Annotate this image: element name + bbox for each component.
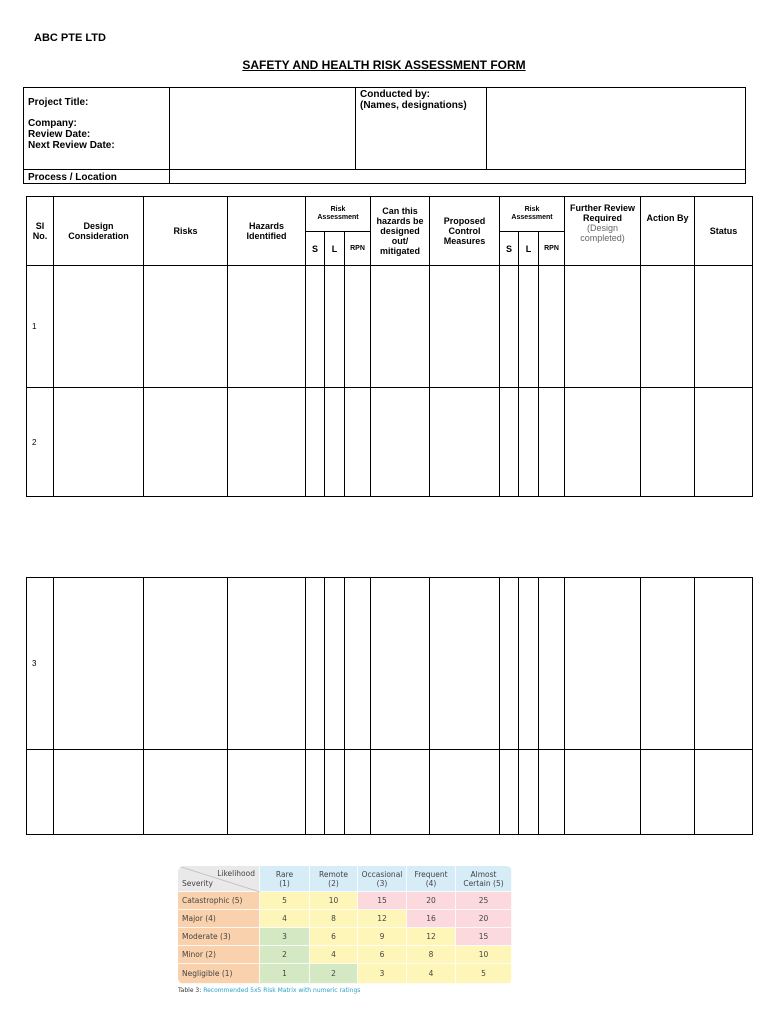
risk-matrix xyxy=(178,866,512,984)
matrix-likelihood-label: Likelihood xyxy=(217,869,255,878)
matrix-severity-header: Major (4) xyxy=(178,910,260,928)
table-cell[interactable] xyxy=(519,266,539,388)
matrix-corner xyxy=(178,866,260,892)
col-risk-assessment: Risk Assessment xyxy=(306,197,371,232)
col-risks: Risks xyxy=(144,197,228,266)
table-cell[interactable] xyxy=(144,388,228,497)
table-cell[interactable] xyxy=(641,578,695,750)
table-row xyxy=(27,578,753,750)
matrix-severity-header: Catastrophic (5) xyxy=(178,892,260,910)
conducted-by-sublabel: (Names, designations) xyxy=(360,100,467,111)
process-location-label: Process / Location xyxy=(24,170,170,184)
table-cell[interactable] xyxy=(695,750,753,835)
table-cell[interactable] xyxy=(500,750,519,835)
matrix-cell: 8 xyxy=(407,946,456,964)
matrix-likelihood-header: Rare (1) xyxy=(260,866,310,892)
table-cell[interactable] xyxy=(695,578,753,750)
project-info-labels xyxy=(24,88,170,170)
matrix-cell: 4 xyxy=(310,946,358,964)
matrix-cell: 20 xyxy=(407,892,456,910)
conducted-by-label: Conducted by: xyxy=(360,89,430,100)
review-date-label: Review Date: xyxy=(28,129,91,140)
matrix-cell: 5 xyxy=(260,892,310,910)
matrix-cell: 15 xyxy=(358,892,407,910)
matrix-likelihood-header: Remote (2) xyxy=(310,866,358,892)
table-cell[interactable] xyxy=(54,750,144,835)
col-residual-s: S xyxy=(500,232,519,266)
matrix-cell: 10 xyxy=(310,892,358,910)
row-number xyxy=(27,750,54,835)
matrix-cell: 4 xyxy=(260,910,310,928)
risk-matrix-caption: Table 3: Recommended 5x5 Risk Matrix with numeric ratings xyxy=(178,987,361,994)
table-cell[interactable] xyxy=(500,578,519,750)
matrix-severity-header: Moderate (3) xyxy=(178,928,260,946)
next-review-date-label: Next Review Date: xyxy=(28,140,115,151)
table-cell[interactable] xyxy=(371,388,430,497)
table-cell[interactable] xyxy=(345,578,371,750)
table-cell[interactable] xyxy=(565,388,641,497)
company-name: ABC PTE LTD xyxy=(34,32,106,44)
matrix-likelihood-header: Frequent (4) xyxy=(407,866,456,892)
table-row xyxy=(27,750,753,835)
table-cell[interactable] xyxy=(565,578,641,750)
table-cell[interactable] xyxy=(306,750,325,835)
matrix-cell: 9 xyxy=(358,928,407,946)
col-residual-l: L xyxy=(519,232,539,266)
table-cell[interactable] xyxy=(539,578,565,750)
table-cell[interactable] xyxy=(430,388,500,497)
matrix-cell: 2 xyxy=(310,964,358,984)
table-cell[interactable] xyxy=(565,266,641,388)
table-cell[interactable] xyxy=(325,578,345,750)
form-title: SAFETY AND HEALTH RISK ASSESSMENT FORM xyxy=(242,58,526,72)
matrix-cell: 4 xyxy=(407,964,456,984)
project-info-field[interactable] xyxy=(170,88,356,170)
row-number: 1 xyxy=(27,266,54,388)
matrix-cell: 16 xyxy=(407,910,456,928)
table-cell[interactable] xyxy=(695,388,753,497)
table-cell[interactable] xyxy=(539,750,565,835)
matrix-cell: 12 xyxy=(407,928,456,946)
table-cell[interactable] xyxy=(325,266,345,388)
project-title-label: Project Title: xyxy=(28,97,89,108)
table-cell[interactable] xyxy=(641,750,695,835)
table-cell[interactable] xyxy=(565,750,641,835)
table-cell[interactable] xyxy=(430,750,500,835)
table-cell[interactable] xyxy=(430,266,500,388)
row-number: 2 xyxy=(27,388,54,497)
col-s: S xyxy=(306,232,325,266)
matrix-cell: 1 xyxy=(260,964,310,984)
table-cell[interactable] xyxy=(228,266,306,388)
table-cell[interactable] xyxy=(325,750,345,835)
col-residual-risk-assessment: Risk Assessment xyxy=(500,197,565,232)
table-cell[interactable] xyxy=(325,388,345,497)
col-action-by: Action By xyxy=(641,197,695,266)
table-cell[interactable] xyxy=(228,750,306,835)
table-cell[interactable] xyxy=(695,266,753,388)
table-cell[interactable] xyxy=(306,266,325,388)
table-cell[interactable] xyxy=(371,750,430,835)
company-label: Company: xyxy=(28,118,77,129)
col-proposed-control-measures: Proposed Control Measures xyxy=(430,197,500,266)
table-cell[interactable] xyxy=(228,578,306,750)
col-further-review: Further Review Required (Design completed) xyxy=(565,197,641,266)
matrix-cell: 6 xyxy=(310,928,358,946)
table-cell[interactable] xyxy=(641,266,695,388)
table-cell[interactable] xyxy=(306,388,325,497)
matrix-cell: 3 xyxy=(358,964,407,984)
matrix-likelihood-header: Occasional (3) xyxy=(358,866,407,892)
matrix-severity-header: Minor (2) xyxy=(178,946,260,964)
matrix-cell: 12 xyxy=(358,910,407,928)
table-cell[interactable] xyxy=(519,750,539,835)
matrix-severity-header: Negligible (1) xyxy=(178,964,260,984)
col-l: L xyxy=(325,232,345,266)
matrix-cell: 3 xyxy=(260,928,310,946)
matrix-cell: 25 xyxy=(456,892,512,910)
table-cell[interactable] xyxy=(306,578,325,750)
col-residual-rpn: RPN xyxy=(539,232,565,266)
risk-table xyxy=(26,196,753,497)
table-cell[interactable] xyxy=(228,388,306,497)
matrix-cell: 15 xyxy=(456,928,512,946)
table-cell[interactable] xyxy=(54,388,144,497)
table-cell[interactable] xyxy=(371,578,430,750)
table-cell[interactable] xyxy=(371,266,430,388)
col-rpn: RPN xyxy=(345,232,371,266)
table-cell[interactable] xyxy=(345,388,371,497)
matrix-cell: 10 xyxy=(456,946,512,964)
process-location-field[interactable] xyxy=(170,170,746,184)
table-cell[interactable] xyxy=(500,266,519,388)
table-cell[interactable] xyxy=(519,578,539,750)
table-cell[interactable] xyxy=(144,266,228,388)
table-cell[interactable] xyxy=(539,266,565,388)
col-status: Status xyxy=(695,197,753,266)
table-cell[interactable] xyxy=(641,388,695,497)
table-cell[interactable] xyxy=(144,578,228,750)
conducted-by-field[interactable] xyxy=(487,88,746,170)
conducted-by-cell xyxy=(356,88,487,170)
matrix-cell: 8 xyxy=(310,910,358,928)
col-hazards-identified: Hazards Identified xyxy=(228,197,306,266)
matrix-cell: 6 xyxy=(358,946,407,964)
matrix-cell: 2 xyxy=(260,946,310,964)
table-cell[interactable] xyxy=(500,388,519,497)
table-cell[interactable] xyxy=(519,388,539,497)
table-cell[interactable] xyxy=(430,578,500,750)
matrix-cell: 5 xyxy=(456,964,512,984)
table-cell[interactable] xyxy=(539,388,565,497)
matrix-severity-label: Severity xyxy=(182,879,213,888)
col-sl-no: Sl No. xyxy=(27,197,54,266)
col-design-consideration: Design Consideration xyxy=(54,197,144,266)
matrix-cell: 20 xyxy=(456,910,512,928)
table-cell[interactable] xyxy=(144,750,228,835)
matrix-likelihood-header: Almost Certain (5) xyxy=(456,866,512,892)
table-cell[interactable] xyxy=(54,266,144,388)
table-cell[interactable] xyxy=(345,266,371,388)
project-info-table xyxy=(23,87,746,184)
row-number: 3 xyxy=(27,578,54,750)
table-row xyxy=(27,266,753,388)
risk-table-continued xyxy=(26,577,753,835)
col-can-designed-out: Can this hazards be designed out/ mitigated xyxy=(371,197,430,266)
table-cell[interactable] xyxy=(54,578,144,750)
table-row xyxy=(27,388,753,497)
table-cell[interactable] xyxy=(345,750,371,835)
